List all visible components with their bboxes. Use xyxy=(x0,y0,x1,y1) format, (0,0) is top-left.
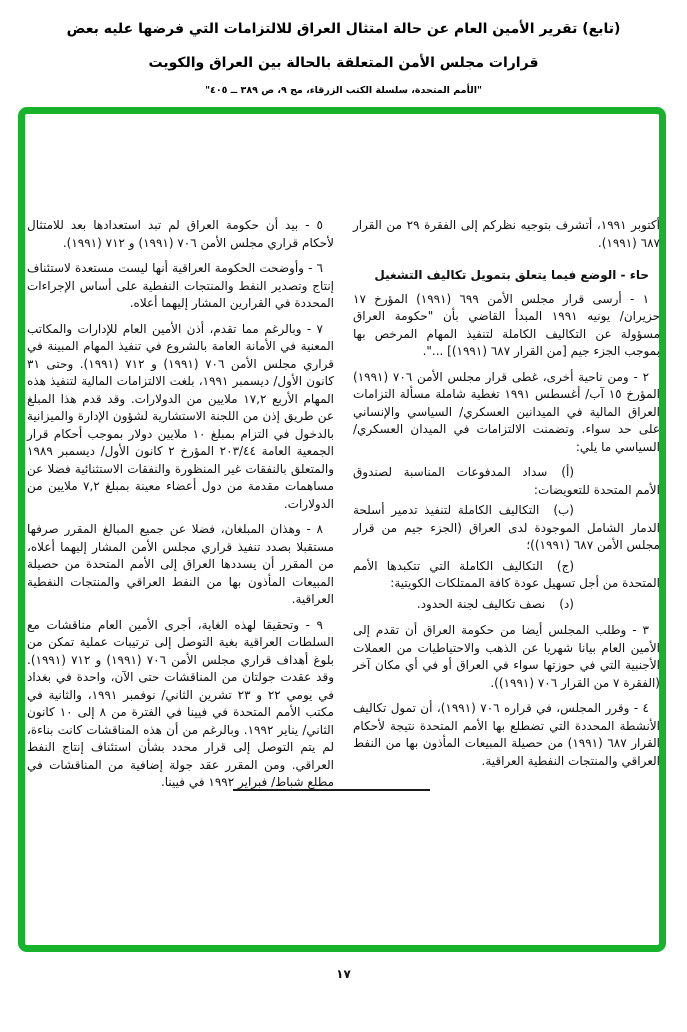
source-citation: "الأمم المتحدة، سلسلة الكتب الزرقاء، مج ٩، ص ٣٨٩ ــ ٤٠٥" xyxy=(205,85,482,96)
list-item-d xyxy=(353,596,660,614)
item-label-c: (ج) xyxy=(556,558,574,573)
paragraph-continuation: أكتوبر ١٩٩١، أتشرف بتوجيه نظركم إلى الفقرة ٢٩ من القرار ٦٨٧ (١٩٩١). xyxy=(353,218,660,250)
column-right xyxy=(353,217,660,800)
list-item-c xyxy=(353,558,660,593)
section-heading: حاء - الوضع فيما يتعلق بتمويل تكاليف التشغيل xyxy=(374,268,649,282)
document-header xyxy=(0,20,687,96)
column-left xyxy=(27,217,334,800)
item-label-d: (د) xyxy=(559,596,574,611)
two-column-body xyxy=(27,217,660,800)
page-number: ١٧ xyxy=(336,967,351,981)
paragraph-1: ١ - أرسى قرار مجلس الأمن ٦٩٩ (١٩٩١) المؤرخ ١٧ حزيران/ يونيه ١٩٩١ المبدأ القاضي بأن "حكومة العراق مسؤولة عن التكاليف الكاملة لتنفيذ المهام المرخص بها بموجب الجزء جيم [من القرار ٦٨٧ (١٩٩١)] ...". xyxy=(353,291,660,358)
paragraph-2: ٢ - ومن ناحية أخرى، غطى قرار مجلس الأمن ٧٠٦ (١٩٩١) المؤرخ ١٥ آب/ أغسطس ١٩٩١ تغطية شاملة مسألة التزامات العراق المالية في الميدانين العسكري/ السياسي والإنساني على حد سواء. وتضمنت الالتزامات في الميدان العسكري/ السياسي ما يلي: xyxy=(353,369,661,454)
paragraph-3: ٣ - وطلب المجلس أيضا من حكومة العراق أن تقدم إلى الأمين العام بيانا شهريا عن الذهب والاحتياطيات من العملات الأجنبية التي في حوزتها سواء في العراق أو في أي مكان آخر (الفقرة ٧ من القرار ٧٠٦ (١٩٩١)). xyxy=(353,623,660,690)
end-rule xyxy=(233,789,430,791)
report-title-line1: (تابع) تقرير الأمين العام عن حالة امتثال العراق للالتزامات التي فرضها عليه بعض xyxy=(66,21,621,37)
item-label-b: (ب) xyxy=(553,503,574,517)
paragraph-4: ٤ - وقرر المجلس، في قراره ٧٠٦ (١٩٩١)، أن تمول تكاليف الأنشطة المحددة التي تضطلع بها الأمم المتحدة نتيجة لأحكام القرار ٦٨٧ (١٩٩١) من حصيلة المبيعات المأذون بها من النفط العراقي والمنتجات النفطية العراقية. xyxy=(353,701,661,768)
paragraph-5: ٥ - بيد أن حكومة العراق لم تبد استعدادها بعد للامتثال لأحكام قراري مجلس الأمن ٧٠٦ (١٩٩١) و ٧١٢ (١٩٩١). xyxy=(27,218,334,250)
paragraph-6: ٦ - وأوضحت الحكومة العراقية أنها ليست مستعدة لاستئناف إنتاج وتصدير النفط والمنتجات النفطية على أساس الإجراءات المحددة في القرارين المشار إليهما أعلاه. xyxy=(27,261,334,310)
paragraph-7: ٧ - وبالرغم مما تقدم، أذن الأمين العام للإدارات والمكاتب المعنية في الأمانة العامة بالشروع في تنفيذ المهام المبينة في قراري مجلس الأمن ٧٠٦ (١٩٩١) و ٧١٢ (١٩٩١). وحتى ٣١ كانون الأول/ ديسمبر ١٩٩١، بلغت الالتزامات المالية لتنفيذ هذه المهام الأربع ١٧,٢ ملايين من الدولارات. وقد قدم هذا المبلغ عن طريق إذن من اللجنة الاستشارية لشؤون الإدارة والميزانية بالدخول في التزام بمبلغ ١٠ ملايين دولار بموجب أحكام قرار الجمعية العامة ٢٠٣/٤٤ المؤرخ ٢ كانون الأول/ ديسمبر ١٩٨٩ والمتعلق بالنفقات غير المنظورة والنفقات الاستثنائية فضلا عن مساهمات مقدمة من دول أعضاء معينة بمبلغ ٧,٢ ملايين من الدولارات. xyxy=(27,321,335,511)
paragraph-9: ٩ - وتحقيقا لهذه الغاية، أجرى الأمين العام مناقشات مع السلطات العراقية بغية التوصل إلى ترتيبات عملية تمكن من بلوغ أهداف قراري مجلس الأمن ٧٠٦ (١٩٩١) و ٧١٢ (١٩٩١). وقد عقدت جولتان من المناقشات حتى الآن، واحدة في بغداد في يومي ٢٢ و ٢٣ تشرين الثاني/ نوفمبر ١٩٩١، والثانية في مكتب الأمم المتحدة في فيينا في الفترة من ٨ إلى ١٠ كانون الثاني/ يناير ١٩٩٢. وبالرغم من أن هذه المناقشات كانت بناءة، لم يتم التوصل إلى قرار محدد بشأن استئناف إنتاج النفط العراقي. ومن المقرر عقد جولة إضافية من المناقشات في مطلع شباط/ فبراير ١٩٩٢ في فيينا. xyxy=(27,617,335,789)
item-text-d: نصف تكاليف لجنة الحدود. xyxy=(416,596,546,611)
item-text-a: سداد المدفوعات المناسبة لصندوق الأمم المتحدة للتعويضات: xyxy=(353,465,660,497)
item-text-c: التكاليف الكاملة التي تتكبدها الأمم المتحدة من أجل تسهيل عودة كافة الممتلكات الكويتية: xyxy=(353,558,660,590)
list-item-a xyxy=(353,464,660,499)
report-title-line2: قرارات مجلس الأمن المتعلقة بالحالة بين العراق والكويت xyxy=(148,55,539,71)
item-label-a: (أ) xyxy=(561,465,574,479)
paragraph-8: ٨ - وهذان المبلغان، فضلا عن جميع المبالغ المقرر صرفها مستقبلا بصدد تنفيذ قراري مجلس الأمن المشار إليهما أعلاه، من المقرر أن يسددها العراق إلى الأمم المتحدة من حصيلة المبيعات المأذون بها من النفط العراقي والمنتجات النفطية العراقية. xyxy=(27,522,334,606)
item-text-b: التكاليف الكاملة لتنفيذ تدمير أسلحة الدمار الشامل الموجودة لدى العراق (الجزء جيم من قرار مجلس الأمن ٦٨٧ (١٩٩١))؛ xyxy=(353,503,660,552)
list-item-b xyxy=(353,502,660,555)
